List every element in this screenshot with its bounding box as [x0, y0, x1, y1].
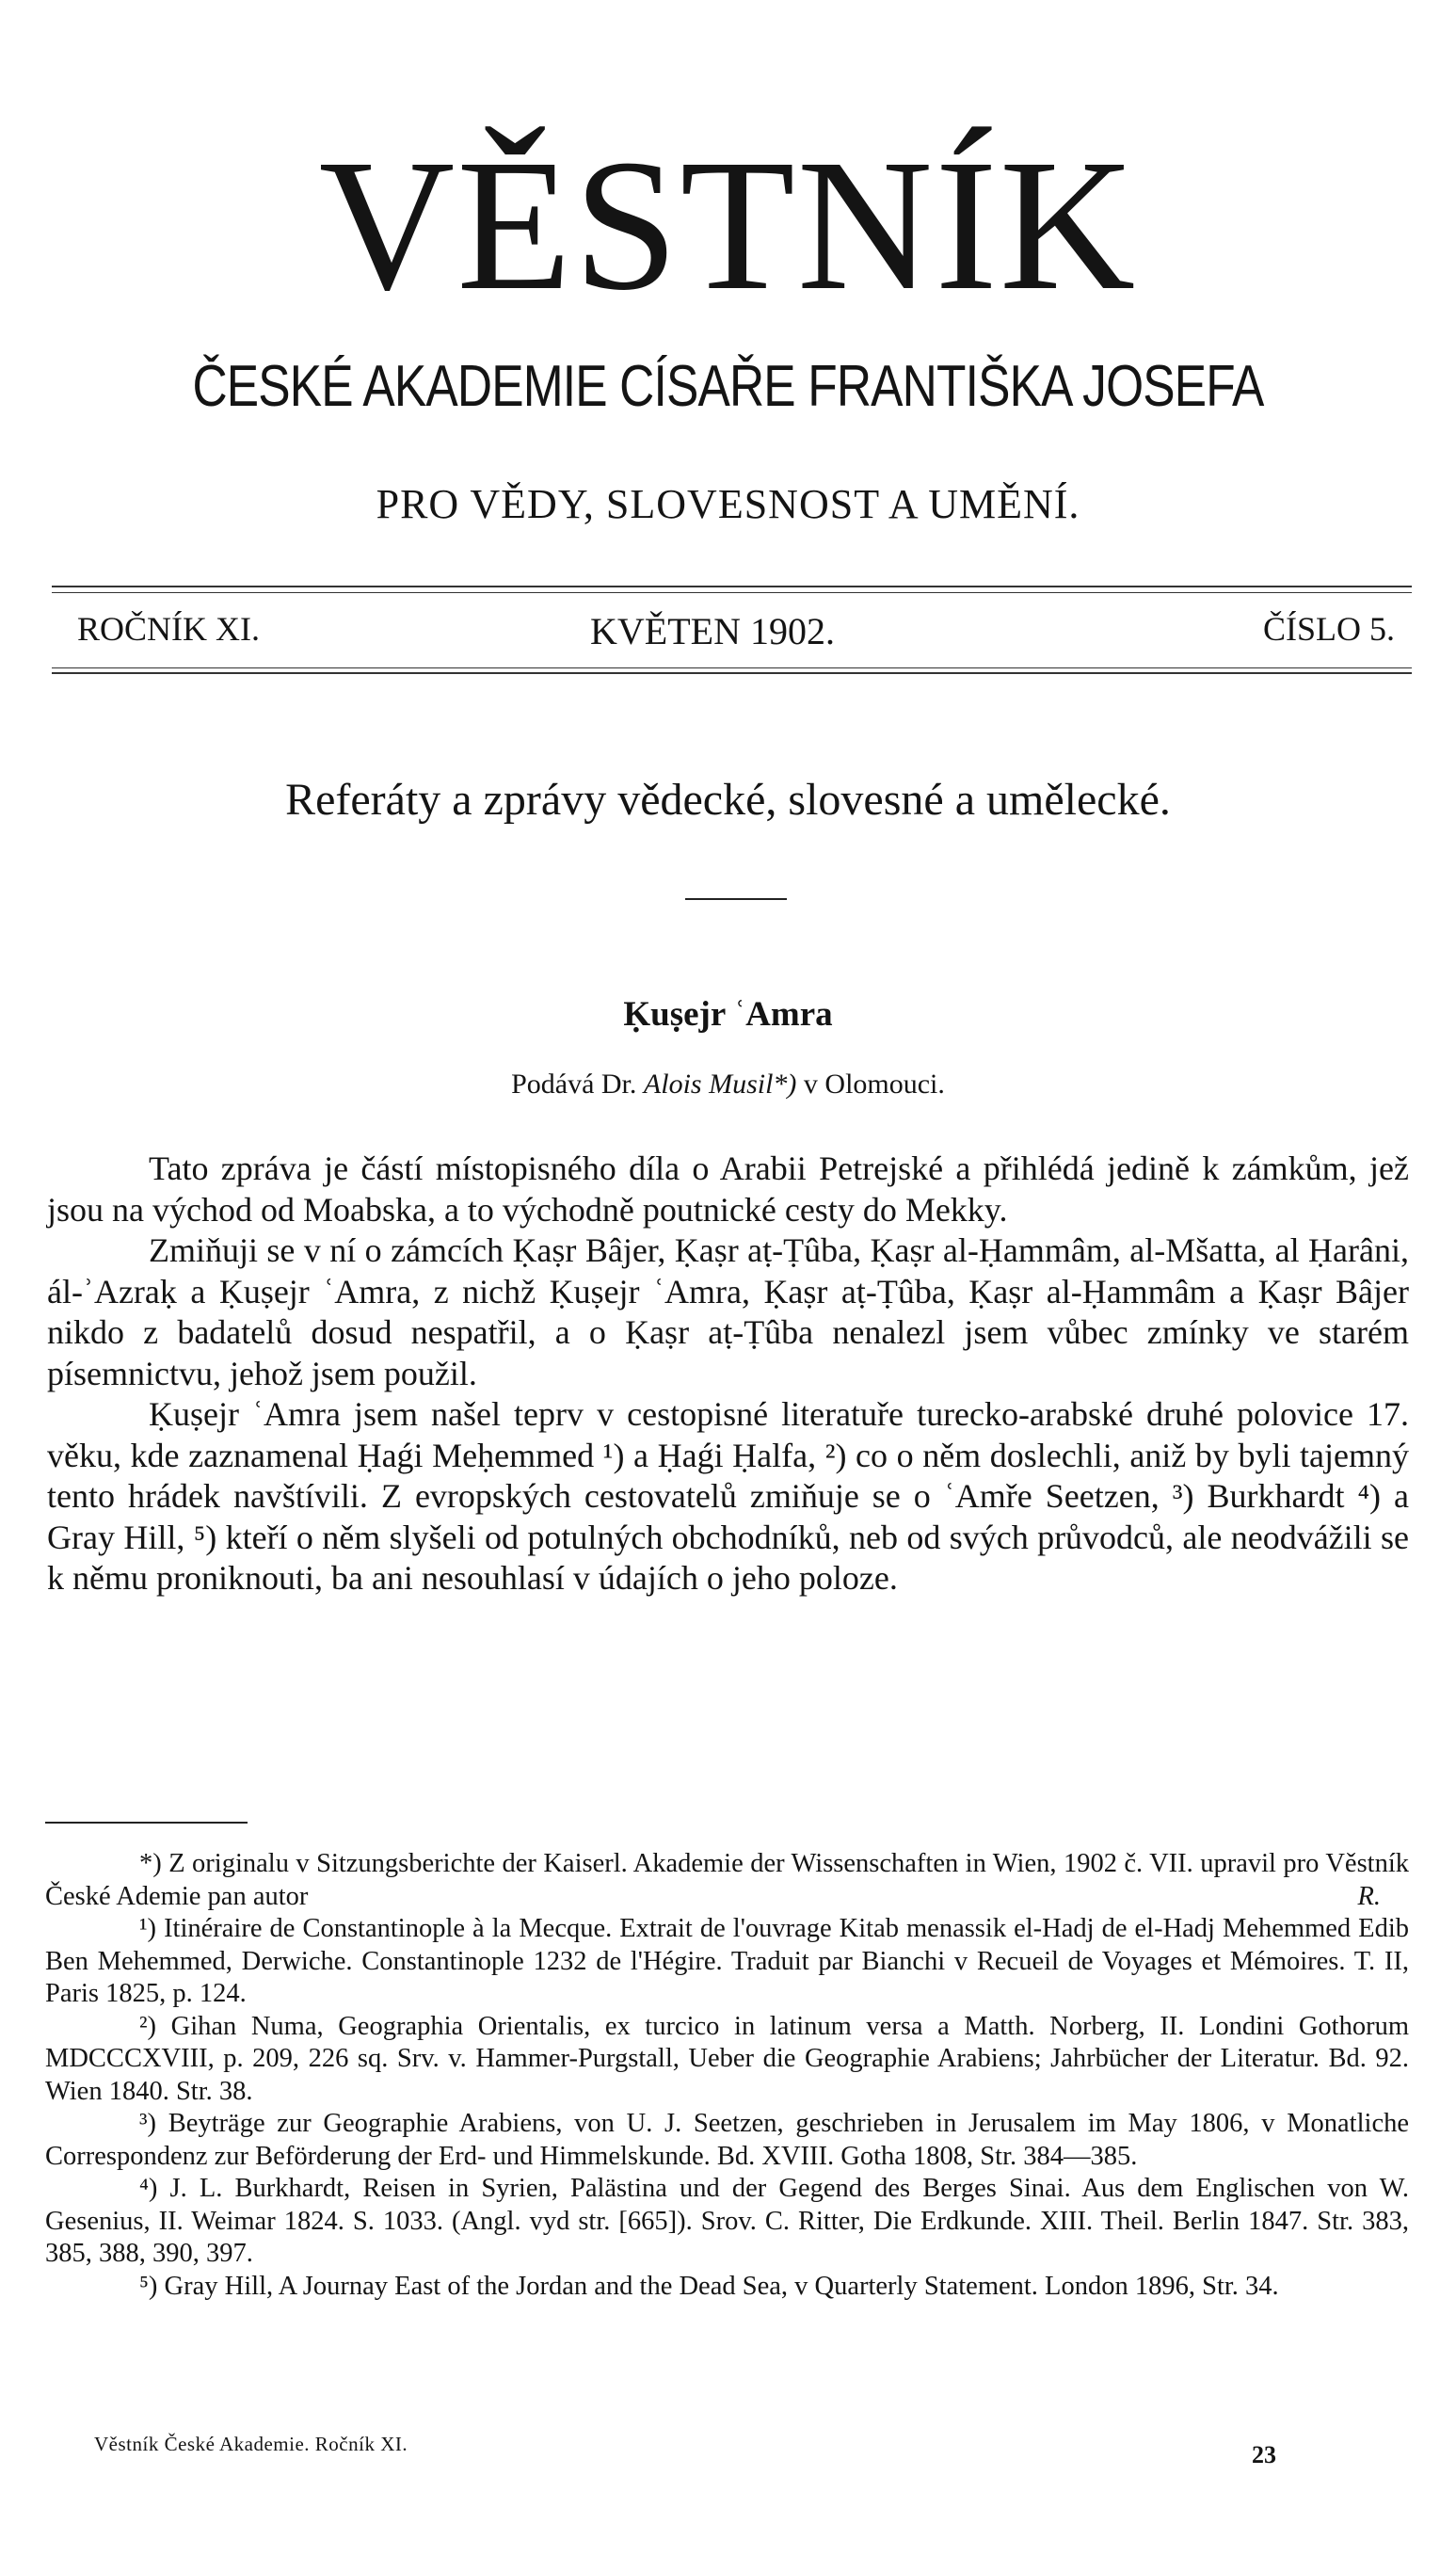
- issue-volume: ROČNÍK XI.: [77, 610, 260, 648]
- footnote: ⁵) Gray Hill, A Journay East of the Jordan and the Dead Sea, v Quarterly Statement. London 1896, Str. 34.: [139, 2271, 1279, 2301]
- footnote: ²) Gihan Numa, Geographia Orientalis, ex turcico in latinum versa a Matth. Norberg, II. Londini Gothorum MDCCCXVIII, p. 209, 226 sq. Srv. v. Hammer-Purgstall, Ueber die Geographie Arabiens; Jahrbücher der Literatur. Bd. 92. Wien 1840. Str. 38.: [45, 2011, 1409, 2106]
- footnote: ¹) Itinéraire de Constantinople à la Mecque. Extrait de l'ouvrage Kitab menassik el-Hadj de el-Hadj Mehemmed Edib Ben Mehemmed, Derwiche. Constantinople 1232 de l'Hégire. Traduit par Bianchi v Recueil de Voyages et Mémoires. T. II, Paris 1825, p. 124.: [45, 1914, 1409, 2008]
- footnote: ⁴) J. L. Burkhardt, Reisen in Syrien, Palästina und der Gegend des Berges Sinai. Aus dem Englischen von W. Gesenius, II. Weimar 1824. S. 1033. (Angl. vyd str. [665]). Srov. C. Ritter, Die Erdkunde. XIII. Theil. Berlin 1847. Str. 383, 385, 388, 390, 397.: [45, 2174, 1409, 2268]
- body-paragraph: Ḳuṣejr ʿAmra jsem našel teprv v cestopisné literatuře turecko-arabské druhé polovice 17. věku, kde zaznamenal Ḥaǵi Meḥemmed ¹) a Ḥaǵi Ḥalfa, ²) co o něm doslechli, aniž by byli tajemný tento hrádek navštívili. Z evropských cestovatelů zmiňuje se o ʿAmře Seetzen, ³) Burkhardt ⁴) a Gray Hill, ⁵) kteří o něm slyšeli od potulných obchodníků, neb od svých průvodců, ale neodvážili se k němu proniknouti, ba ani nesouhlasí v údajích o jeho poloze.: [47, 1395, 1409, 1597]
- page-number: 23: [1252, 2441, 1276, 2468]
- section-divider: [685, 898, 787, 900]
- byline-author: Alois Musil*): [643, 1069, 797, 1100]
- footnote-divider: [45, 1822, 248, 1824]
- running-footer: Věstník České Akademie. Ročník XI.: [94, 2433, 408, 2455]
- issue-info-row: [77, 609, 1395, 654]
- footnote-text: *) Z originalu v Sitzungsberichte der Kaiserl. Akademie der Wissenschaften in Wien, 1902 č. VII. upravil pro Věstník České Ademie pan autor: [45, 1849, 1409, 1911]
- footnotes: [45, 1848, 1409, 2303]
- masthead-title: VĚSTNÍK: [318, 121, 1138, 330]
- masthead-subtitle-2: PRO VĚDY, SLOVESNOST A UMĚNÍ.: [376, 481, 1080, 527]
- byline-suffix: v Olomouci.: [803, 1069, 945, 1100]
- footnote-author-mark: R.: [1357, 1881, 1381, 1911]
- masthead-subtitle: ČESKÉ AKADEMIE CÍSAŘE FRANTIŠKA JOSEFA: [192, 354, 1264, 419]
- footnote: ³) Beyträge zur Geographie Arabiens, von U. J. Seetzen, geschrieben in Jerusalem im May 1806, v Monatliche Correspondenz zur Beförderung der Erd- und Himmelskunde. Bd. XVIII. Gotha 1808, Str. 384—385.: [45, 2109, 1409, 2171]
- top-rule-1: [52, 586, 1412, 587]
- article-body: [47, 1149, 1409, 1599]
- body-paragraph: Tato zpráva je částí místopisného díla o Arabii Petrejské a přihlédá jedině k zámkům, jež jsou na východ od Moabska, a to východně poutnické cesty do Mekky.: [47, 1149, 1409, 1229]
- article-byline: [0, 1069, 1456, 1101]
- bottom-rule-1: [52, 667, 1412, 668]
- section-heading: Referáty a zprávy vědecké, slovesné a umělecké.: [285, 775, 1171, 825]
- body-paragraph: Zmiňuji se v ní o zámcích Ḳaṣr Bâjer, Ḳaṣr aṭ-Ṭûba, Ḳaṣr al-Ḥammâm, al-Mšatta, al Ḥarâni, ál-ʾAzraḳ a Ḳuṣejr ʿAmra, z nichž Ḳuṣejr ʿAmra, Ḳaṣr aṭ-Ṭûba, Ḳaṣr al-Ḥammâm a Ḳaṣr Bâjer nikdo z badatelů dosud nespatřil, a o Ḳaṣr aṭ-Ṭûba nenalezl jsem vůbec zmínky ve starém písemnictvu, jehož jsem použil.: [47, 1231, 1409, 1392]
- bottom-rule-2: [52, 672, 1412, 674]
- issue-date: KVĚTEN 1902.: [590, 610, 835, 652]
- article-title: Ḳuṣejr ʿAmra: [623, 995, 833, 1034]
- byline-prefix: Podává Dr.: [511, 1069, 637, 1100]
- issue-number: ČÍSLO 5.: [1262, 610, 1395, 648]
- top-rule-2: [52, 592, 1412, 593]
- footnote: [45, 1848, 1409, 1913]
